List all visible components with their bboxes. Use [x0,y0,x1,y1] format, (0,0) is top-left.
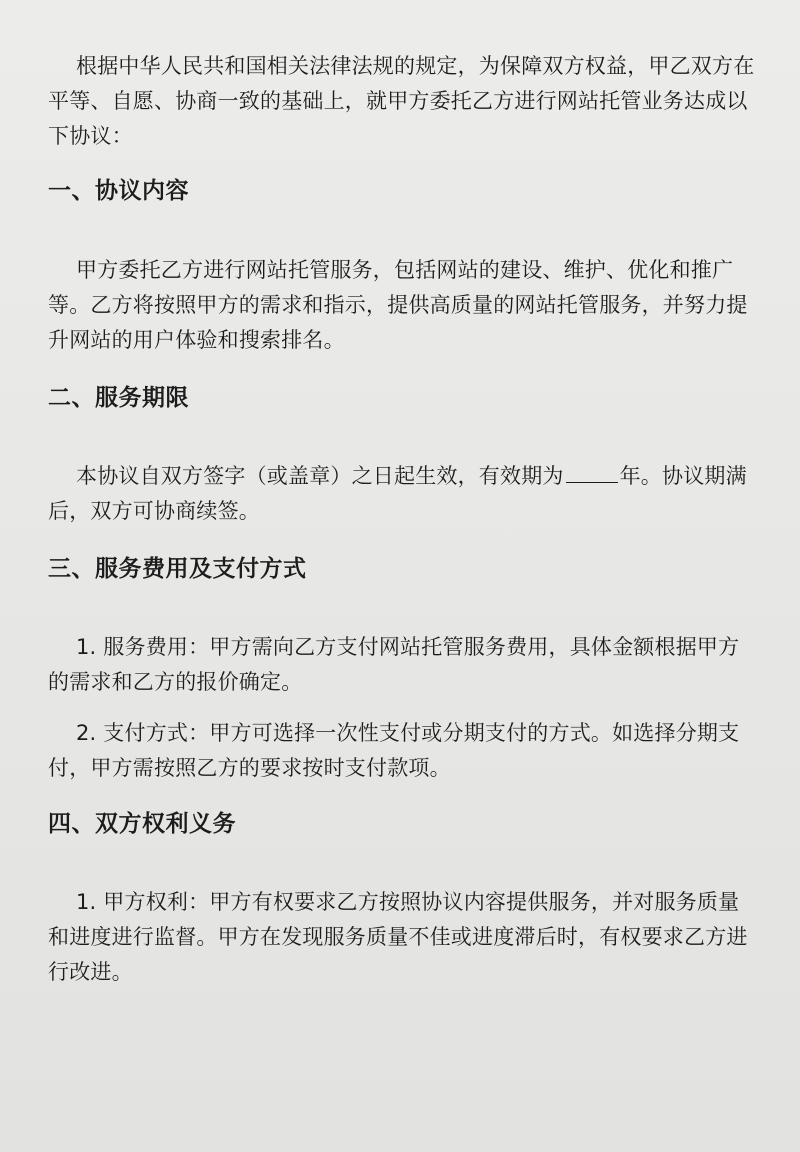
service-term-paragraph [48,459,760,529]
section-heading-agreement-content: 一、协议内容 [48,178,189,204]
party-a-rights-paragraph: 1. 甲方权利：甲方有权要求乙方按照协议内容提供服务，并对服务质量和进度进行监督。甲方在发现服务质量不佳或进度滞后时，有权要求乙方进行改进。 [48,890,748,984]
term-years-blank [566,460,618,483]
section-heading-service-term: 二、服务期限 [48,385,189,411]
section-heading-rights-obligations: 四、双方权利义务 [48,811,236,837]
service-term-text-before: 本协议自双方签字（或盖章）之日起生效，有效期为 [76,464,564,488]
intro-paragraph: 根据中华人民共和国相关法律法规的规定，为保障双方权益，甲乙双方在平等、自愿、协商一致的基础上，就甲方委托乙方进行网站托管业务达成以下协议： [48,54,755,148]
section-heading-fees-payment: 三、服务费用及支付方式 [48,556,307,582]
payment-method-paragraph: 2. 支付方式：甲方可选择一次性支付或分期支付的方式。如选择分期支付，甲方需按照乙方的要求按时支付款项。 [48,721,740,780]
agreement-content-paragraph: 甲方委托乙方进行网站托管服务，包括网站的建设、维护、优化和推广等。乙方将按照甲方的需求和指示，提供高质量的网站托管服务，并努力提升网站的用户体验和搜索排名。 [48,258,748,352]
service-term-text-after: 年。协议期满后，双方可协商续签。 [48,464,747,523]
service-fee-paragraph: 1. 服务费用：甲方需向乙方支付网站托管服务费用，具体金额根据甲方的需求和乙方的报价确定。 [48,635,740,694]
